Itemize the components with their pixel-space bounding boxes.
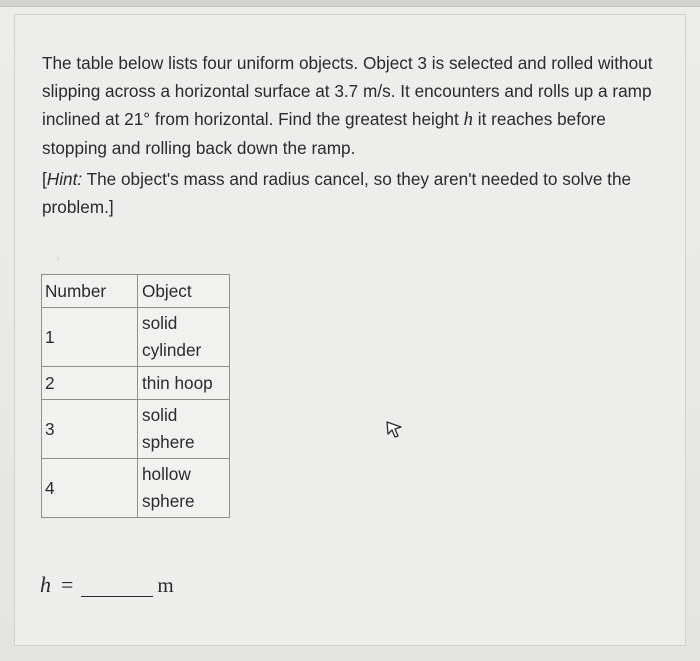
- row-4-object-line-1: hollow: [142, 464, 191, 484]
- objects-table: [41, 274, 230, 518]
- row-4-object-line-2: sphere: [142, 491, 195, 511]
- row-3-object-line-1: solid: [142, 405, 178, 425]
- row-3-object-line-2: sphere: [142, 432, 195, 452]
- table-row: [42, 459, 230, 518]
- mouse-pointer-icon: [384, 418, 406, 440]
- row-1-object: [138, 308, 230, 367]
- row-1-object-line-1: solid: [142, 313, 178, 333]
- table-row: [42, 367, 230, 400]
- question-text: [42, 49, 672, 162]
- question-text-part-2: it reaches before stopping and rolling back down the ramp.: [42, 109, 606, 158]
- table-header-row: [42, 275, 230, 308]
- question-text-part-1: The table below lists four uniform objects. Object 3 is selected and rolled without slipping across a horizontal surface at 3.7 m/s. It encounters and rolls up a ramp inclined at 21° from horizontal. Find the greatest height: [42, 53, 653, 129]
- answer-unit: m: [157, 572, 174, 597]
- top-border: [0, 0, 700, 7]
- row-3-number: 3: [42, 400, 138, 459]
- chevron-right-icon: ›: [56, 253, 60, 265]
- row-2-number: 2: [42, 367, 138, 400]
- header-number: Number: [42, 275, 138, 308]
- hint-text: [42, 165, 662, 221]
- table-row: [42, 400, 230, 459]
- hint-open-bracket: [: [42, 169, 47, 189]
- row-4-number: 4: [42, 459, 138, 518]
- answer-equals: =: [61, 572, 74, 597]
- table-row: [42, 308, 230, 367]
- row-1-object-line-2: cylinder: [142, 340, 202, 360]
- hint-body: The object's mass and radius cancel, so they aren't needed to solve the problem.]: [42, 169, 632, 217]
- answer-input[interactable]: [81, 574, 153, 597]
- hint-label: Hint:: [46, 169, 83, 189]
- header-object: Object: [138, 275, 230, 308]
- row-3-object: [138, 400, 230, 459]
- row-4-object: [138, 459, 230, 518]
- row-1-number: 1: [42, 308, 138, 367]
- question-variable-h: h: [463, 109, 474, 130]
- answer-row: [40, 570, 174, 600]
- answer-variable: h: [40, 572, 51, 597]
- row-2-object: thin hoop: [138, 367, 230, 400]
